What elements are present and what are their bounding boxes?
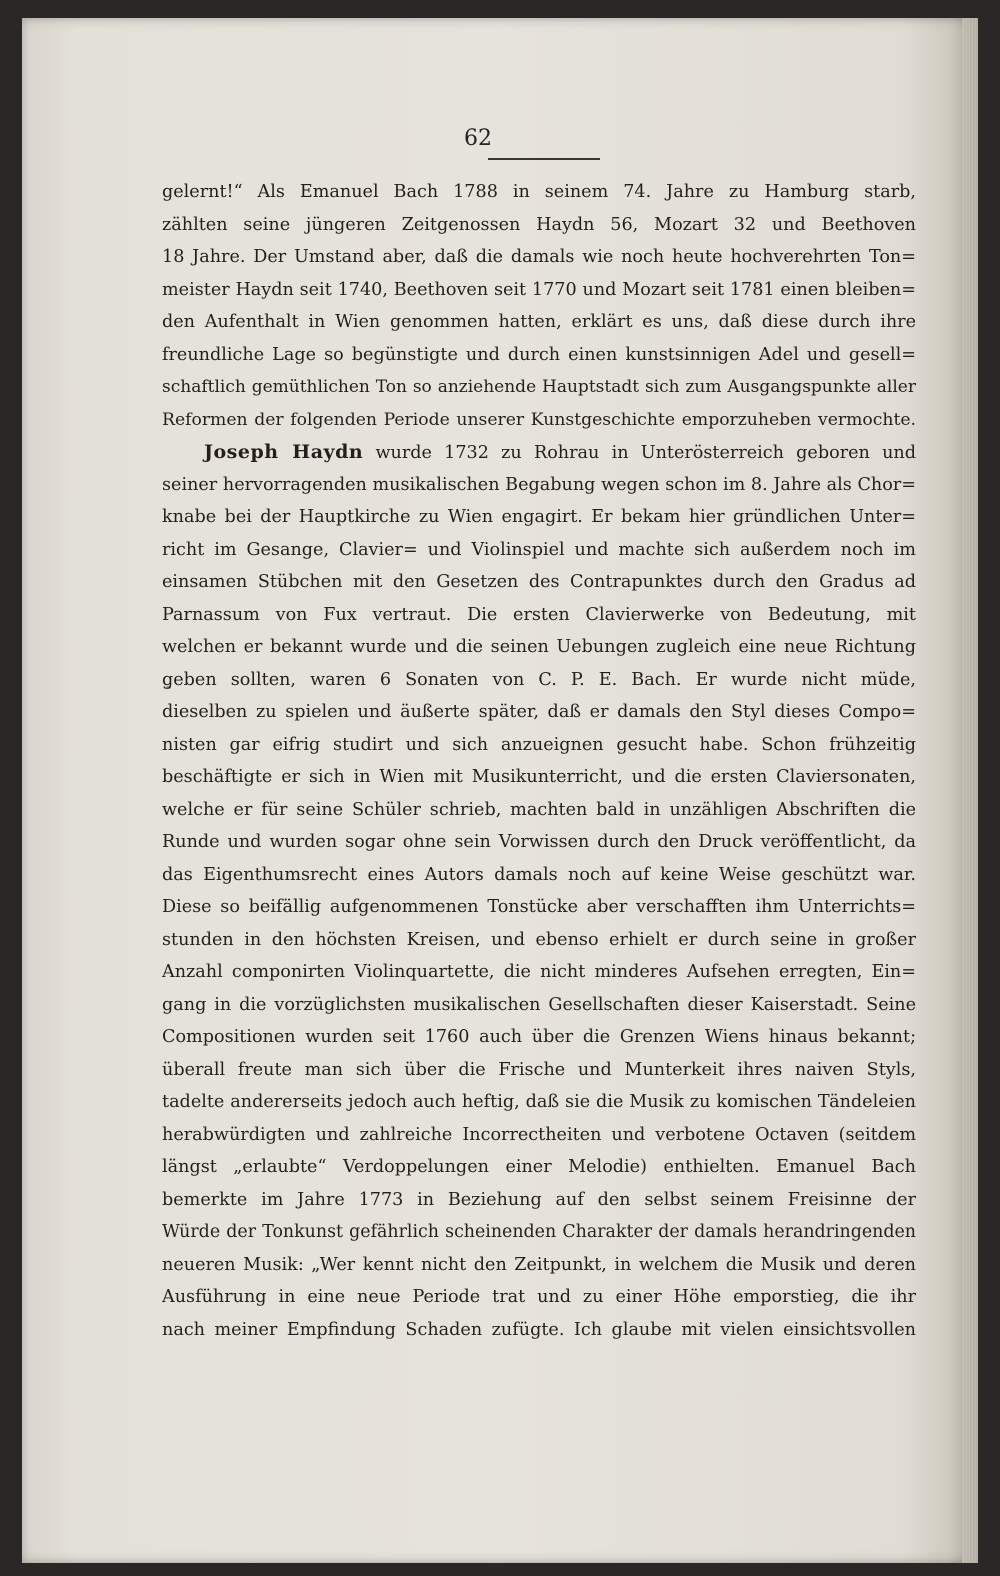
text-line: dieselben zu spielen und äußerte später, daß er damals den Styl dieses Compo=	[162, 702, 916, 722]
text-line: welchen er bekannt wurde und die seinen Uebungen zugleich eine neue Richtung	[162, 637, 916, 657]
text-line: Anzahl componirten Violinquartette, die nicht minderes Aufsehen erregten, Ein=	[162, 962, 916, 982]
text-line: Parnassum von Fux vertraut. Die ersten Clavierwerke von Bedeutung, mit	[162, 604, 916, 625]
text-line: meister Haydn seit 1740, Beethoven seit 1770 und Mozart seit 1781 einen bleiben=	[162, 279, 916, 300]
text-line: einsamen Stübchen mit den Gesetzen des Contrapunktes durch den Gradus ad	[162, 572, 916, 592]
text-line: nisten gar eifrig studirt und sich anzueignen gesucht habe. Schon frühzeitig	[162, 734, 916, 755]
text-line: bemerkte im Jahre 1773 in Beziehung auf den selbst seinem Freisinne der	[162, 1189, 916, 1210]
text-line: geben sollten, waren 6 Sonaten von C. P. E. Bach. Er wurde nicht müde,	[162, 669, 916, 690]
text-line: den Aufenthalt in Wien genommen hatten, erklärt es uns, daß diese durch ihre	[162, 312, 916, 332]
name-joseph-haydn: Joseph Haydn	[204, 441, 364, 463]
header-rule	[488, 158, 600, 160]
page-edge-shadow	[962, 18, 978, 1563]
text-line: Würde der Tonkunst gefährlich scheinenden Charakter der damals herandringenden	[162, 1222, 916, 1242]
text-line: Reformen der folgenden Periode unserer Kunstgeschichte emporzuheben vermochte.	[162, 409, 916, 430]
text-line: das Eigenthumsrecht eines Autors damals noch auf keine Weise geschützt war.	[162, 864, 916, 885]
text-line: 18 Jahre. Der Umstand aber, daß die damals wie noch heute hochverehrten Ton=	[162, 247, 916, 267]
text-line: herabwürdigten und zahlreiche Incorrectheiten und verbotene Octaven (seitdem	[162, 1124, 916, 1145]
text-line: zählten seine jüngeren Zeitgenossen Haydn 56, Mozart 32 und Beethoven	[162, 214, 916, 235]
text-line: Diese so beifällig aufgenommenen Tonstücke aber verschafften ihm Unterrichts=	[162, 897, 916, 917]
text-line: richt im Gesange, Clavier= und Violinspiel und machte sich außerdem noch im	[162, 539, 916, 560]
text-line: Runde und wurden sogar ohne sein Vorwissen durch den Druck veröffentlicht, da	[162, 832, 916, 852]
body-text	[162, 176, 916, 1346]
text-line: Ausführung in eine neue Periode trat und zu einer Höhe emporstieg, die ihr	[162, 1287, 916, 1307]
text-line: stunden in den höchsten Kreisen, und ebenso erhielt er durch seine in großer	[162, 929, 916, 950]
text-line: seiner hervorragenden musikalischen Begabung wegen schon im 8. Jahre als Chor=	[162, 474, 916, 495]
text-line: knabe bei der Hauptkirche zu Wien engagirt. Er bekam hier gründlichen Unter=	[162, 507, 916, 527]
text-line: längst „erlaubte“ Verdoppelungen einer Melodie) enthielten. Emanuel Bach	[162, 1157, 916, 1177]
text-line: gang in die vorzüglichsten musikalischen Gesellschaften dieser Kaiserstadt. Seine	[162, 994, 916, 1015]
text-line: nach meiner Empfindung Schaden zufügte. Ich glaube mit vielen einsichtsvollen	[162, 1319, 916, 1340]
text-line: welche er für seine Schüler schrieb, machten bald in unzähligen Abschriften die	[162, 799, 916, 820]
text-line: überall freute man sich über die Frische und Munterkeit ihres naiven Styls,	[162, 1059, 916, 1080]
first-line-rest: wurde 1732 zu Rohrau in Unterösterreich geboren und	[375, 443, 916, 463]
text-line: tadelte andererseits jedoch auch heftig, daß sie die Musik zu komischen Tändeleien	[162, 1092, 916, 1112]
text-line: beschäftigte er sich in Wien mit Musikunterricht, und die ersten Claviersonaten,	[162, 767, 916, 787]
page-number: 62	[464, 126, 492, 151]
text-line: freundliche Lage so begünstigte und durch einen kunstsinnigen Adel und gesell=	[162, 344, 916, 365]
text-line: Compositionen wurden seit 1760 auch über die Grenzen Wiens hinaus bekannt;	[162, 1027, 916, 1047]
paragraph-first-line	[162, 436, 916, 469]
text-line: neueren Musik: „Wer kennt nicht den Zeitpunkt, in welchem die Musik und deren	[162, 1254, 916, 1275]
text-line: schaftlich gemüthlichen Ton so anziehende Hauptstadt sich zum Ausgangspunkte aller	[162, 377, 916, 397]
text-line: gelernt!“ Als Emanuel Bach 1788 in seinem 74. Jahre zu Hamburg starb,	[162, 182, 916, 202]
